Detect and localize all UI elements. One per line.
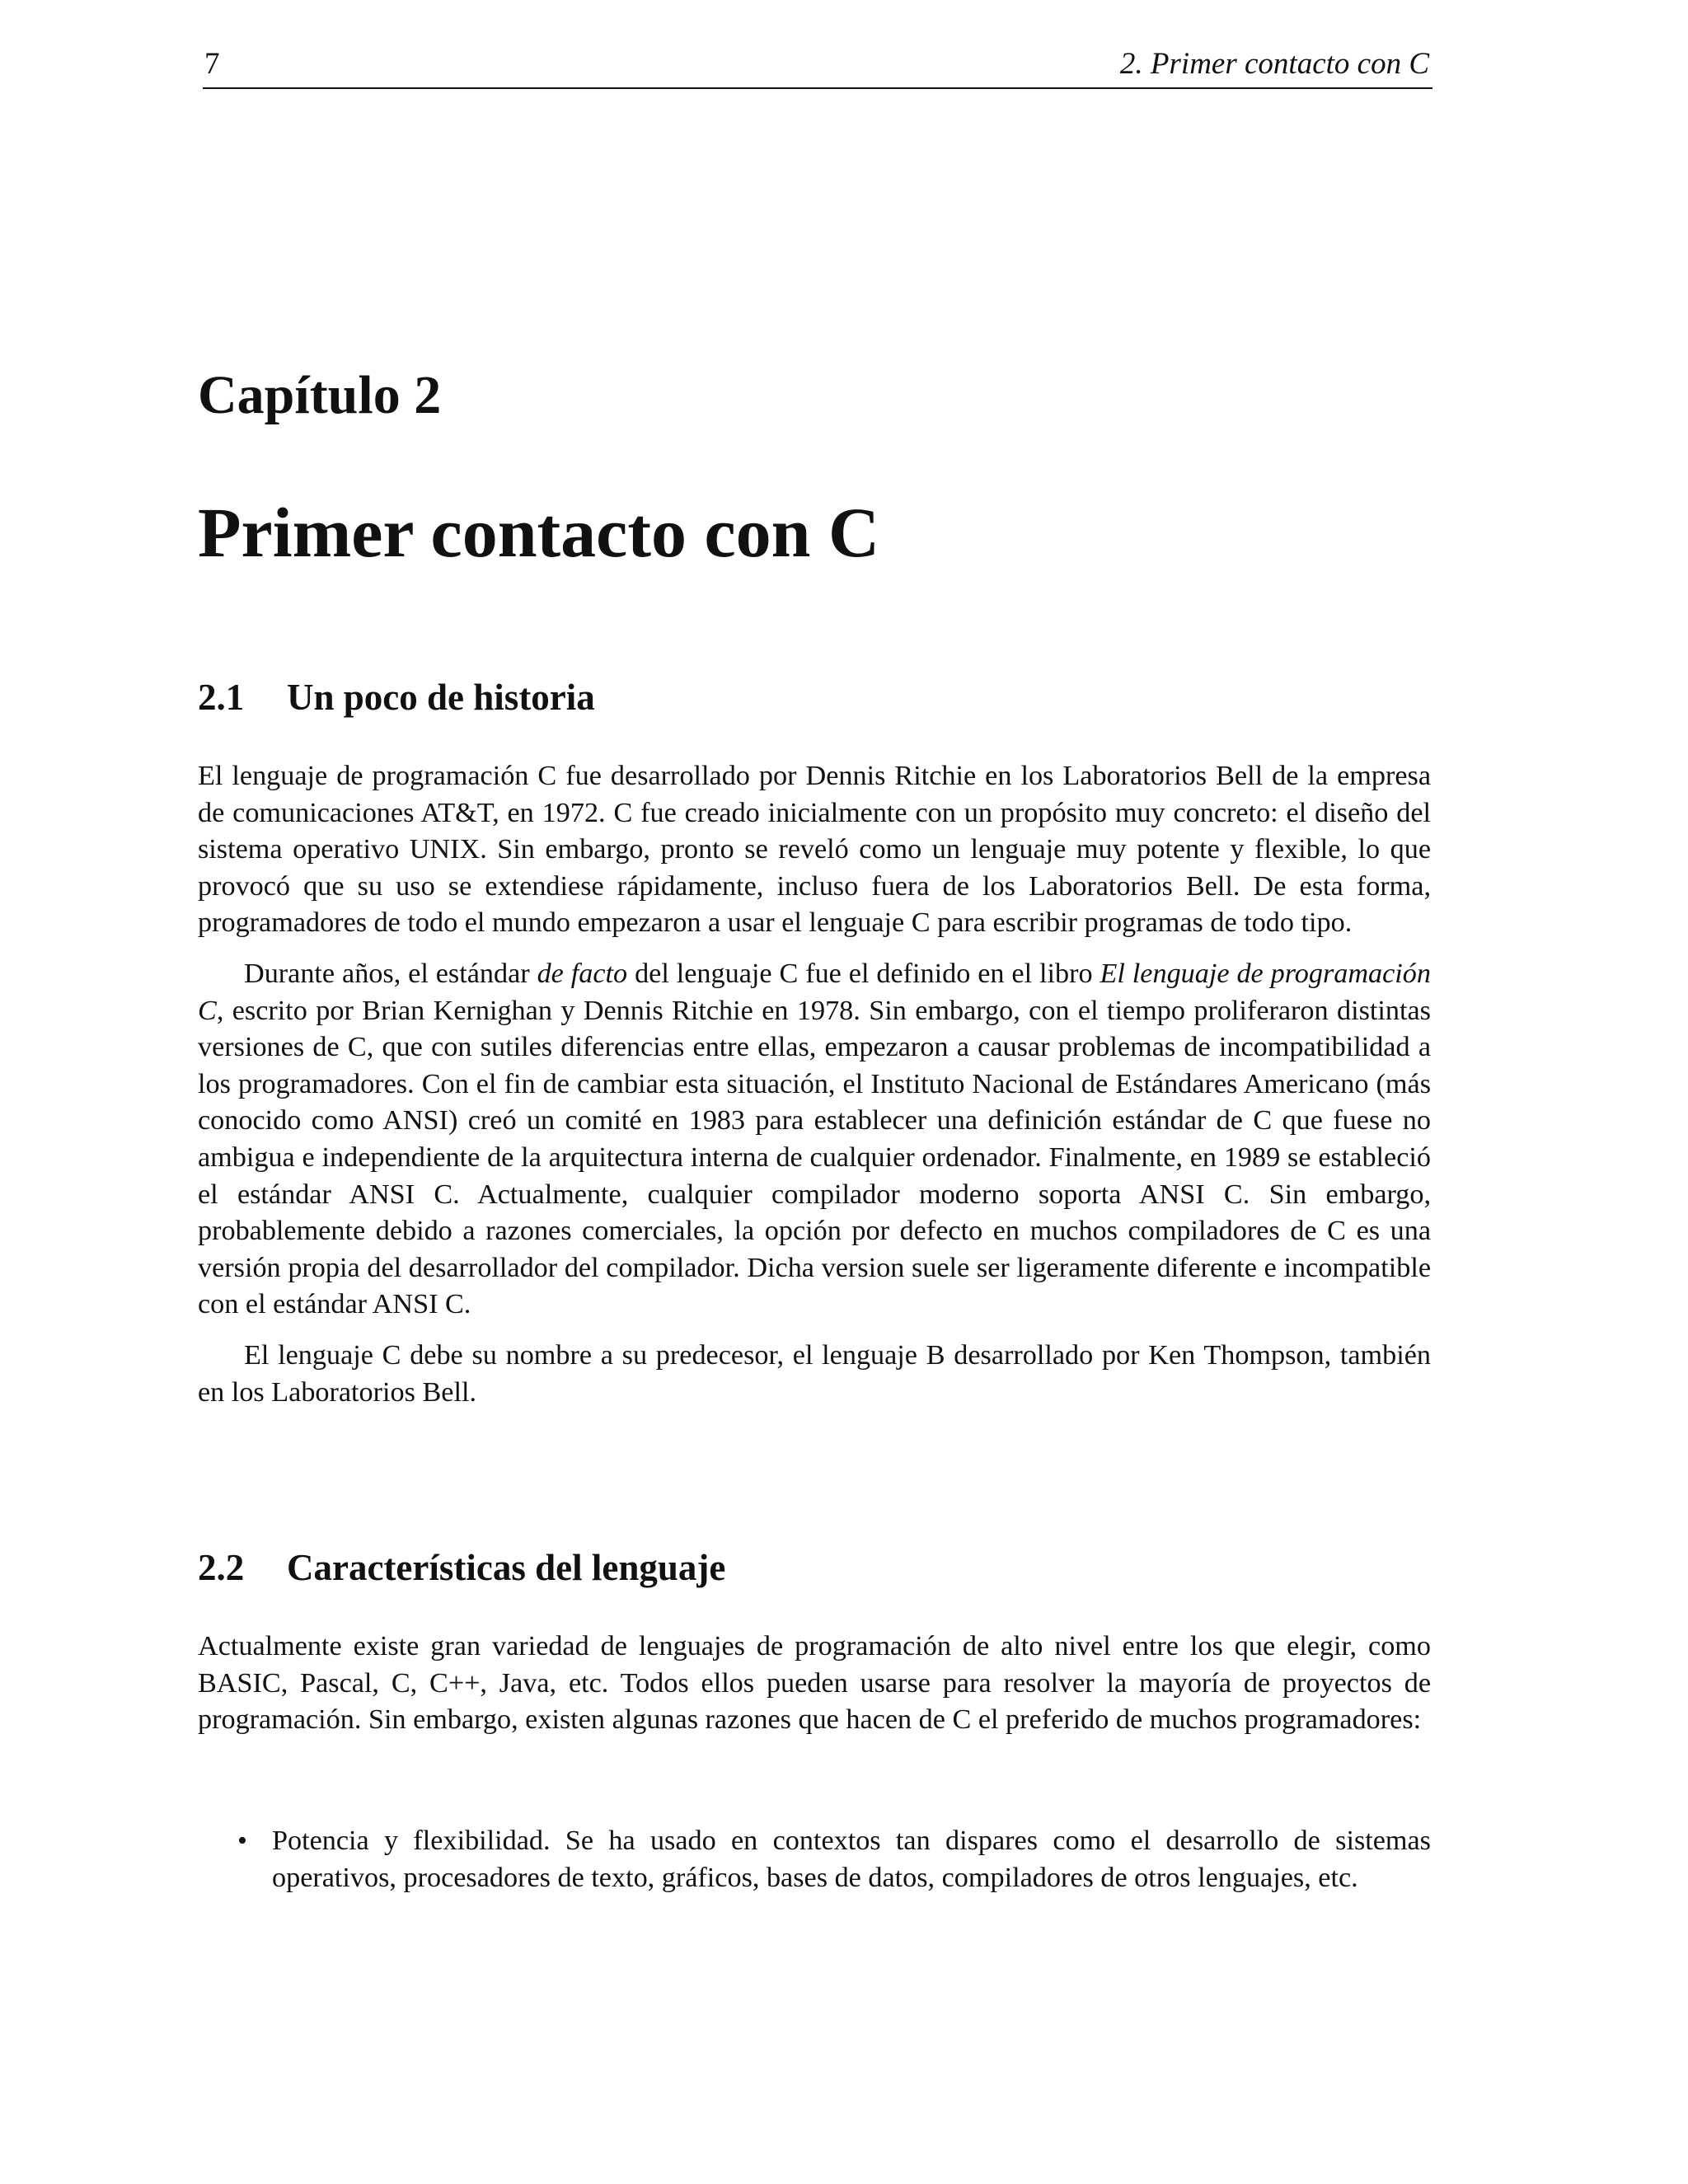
list-item-text: Potencia y flexibilidad. Se ha usado en contextos tan dispares como el desarrollo de sistemas operativos, procesadores de texto, gráficos, bases de datos, compiladores de otros lenguajes, etc.: [272, 1825, 1431, 1893]
emphasis-de-facto: de facto: [537, 958, 628, 989]
chapter-title: Primer contacto con C: [198, 493, 880, 572]
feature-list: [198, 1823, 1431, 1896]
page-number: 7: [204, 47, 220, 81]
section-heading-2-1: [198, 674, 595, 720]
list-item: [198, 1823, 1431, 1896]
paragraph: Durante años, el estándar de facto del lenguaje C fue el definido en el libro El lenguaje de programación C, escrito por Brian Kernighan y Dennis Ritchie en 1978. Sin embargo, con el tiempo proliferaron distintas versiones de C, que con sutiles diferencias entre ellas, empezaron a causar problemas de incompatibilidad a los programadores. Con el fin de cambiar esta situación, el Instituto Nacional de Estándares Americano (más conocido como ANSI) creó un comité en 1983 para establecer una definición estándar de C que fuese no ambigua e independiente de la arquitectura interna de cualquier ordenador. Finalmente, en 1989 se estableció el estándar ANSI C. Actualmente, cualquier compilador moderno soporta ANSI C. Sin embargo, probablemente debido a razones comerciales, la opción por defecto en muchos compiladores de C es una versión propia del desarrollador del compilador. Dicha version suele ser ligeramente diferente e incompatible con el estándar ANSI C.: [198, 958, 1431, 1320]
bullet-icon: •: [237, 1825, 247, 1856]
section-title: Un poco de historia: [287, 677, 595, 718]
paragraph: El lenguaje C debe su nombre a su predecesor, el lenguaje B desarrollado por Ken Thompson, también en los Laboratorios Bell.: [198, 1339, 1431, 1408]
chapter-label: Capítulo 2: [198, 365, 442, 425]
section-2-1-body: [198, 758, 1431, 1411]
section-heading-2-2: [198, 1544, 725, 1591]
running-header: [203, 43, 1432, 89]
section-number: 2.1: [198, 677, 245, 718]
running-title: 2. Primer contacto con C: [1119, 47, 1429, 81]
paragraph: El lenguaje de programación C fue desarrollado por Dennis Ritchie en los Laboratorios Bell de la empresa de comunicaciones AT&T, en 1972. C fue creado inicialmente con un propósito muy concreto: el diseño del sistema operativo UNIX. Sin embargo, pronto se reveló como un lenguaje muy potente y flexible, lo que provocó que su uso se extendiese rápidamente, incluso fuera de los Laboratorios Bell. De esta forma, programadores de todo el mundo empezaron a usar el lenguaje C para escribir programas de todo tipo.: [198, 761, 1431, 939]
emphasis-book-title: El lenguaje de programación C: [198, 958, 1431, 1026]
section-number: 2.2: [198, 1547, 245, 1588]
paragraph: Actualmente existe gran variedad de lenguajes de programación de alto nivel entre los que elegir, como BASIC, Pascal, C, C++, Java, etc. Todos ellos pueden usarse para resolver la mayoría de proyectos de programación. Sin embargo, existen algunas razones que hacen de C el preferido de muchos programadores:: [198, 1631, 1431, 1736]
section-title: Características del lenguaje: [287, 1547, 726, 1588]
section-2-2-body: [198, 1629, 1431, 1739]
